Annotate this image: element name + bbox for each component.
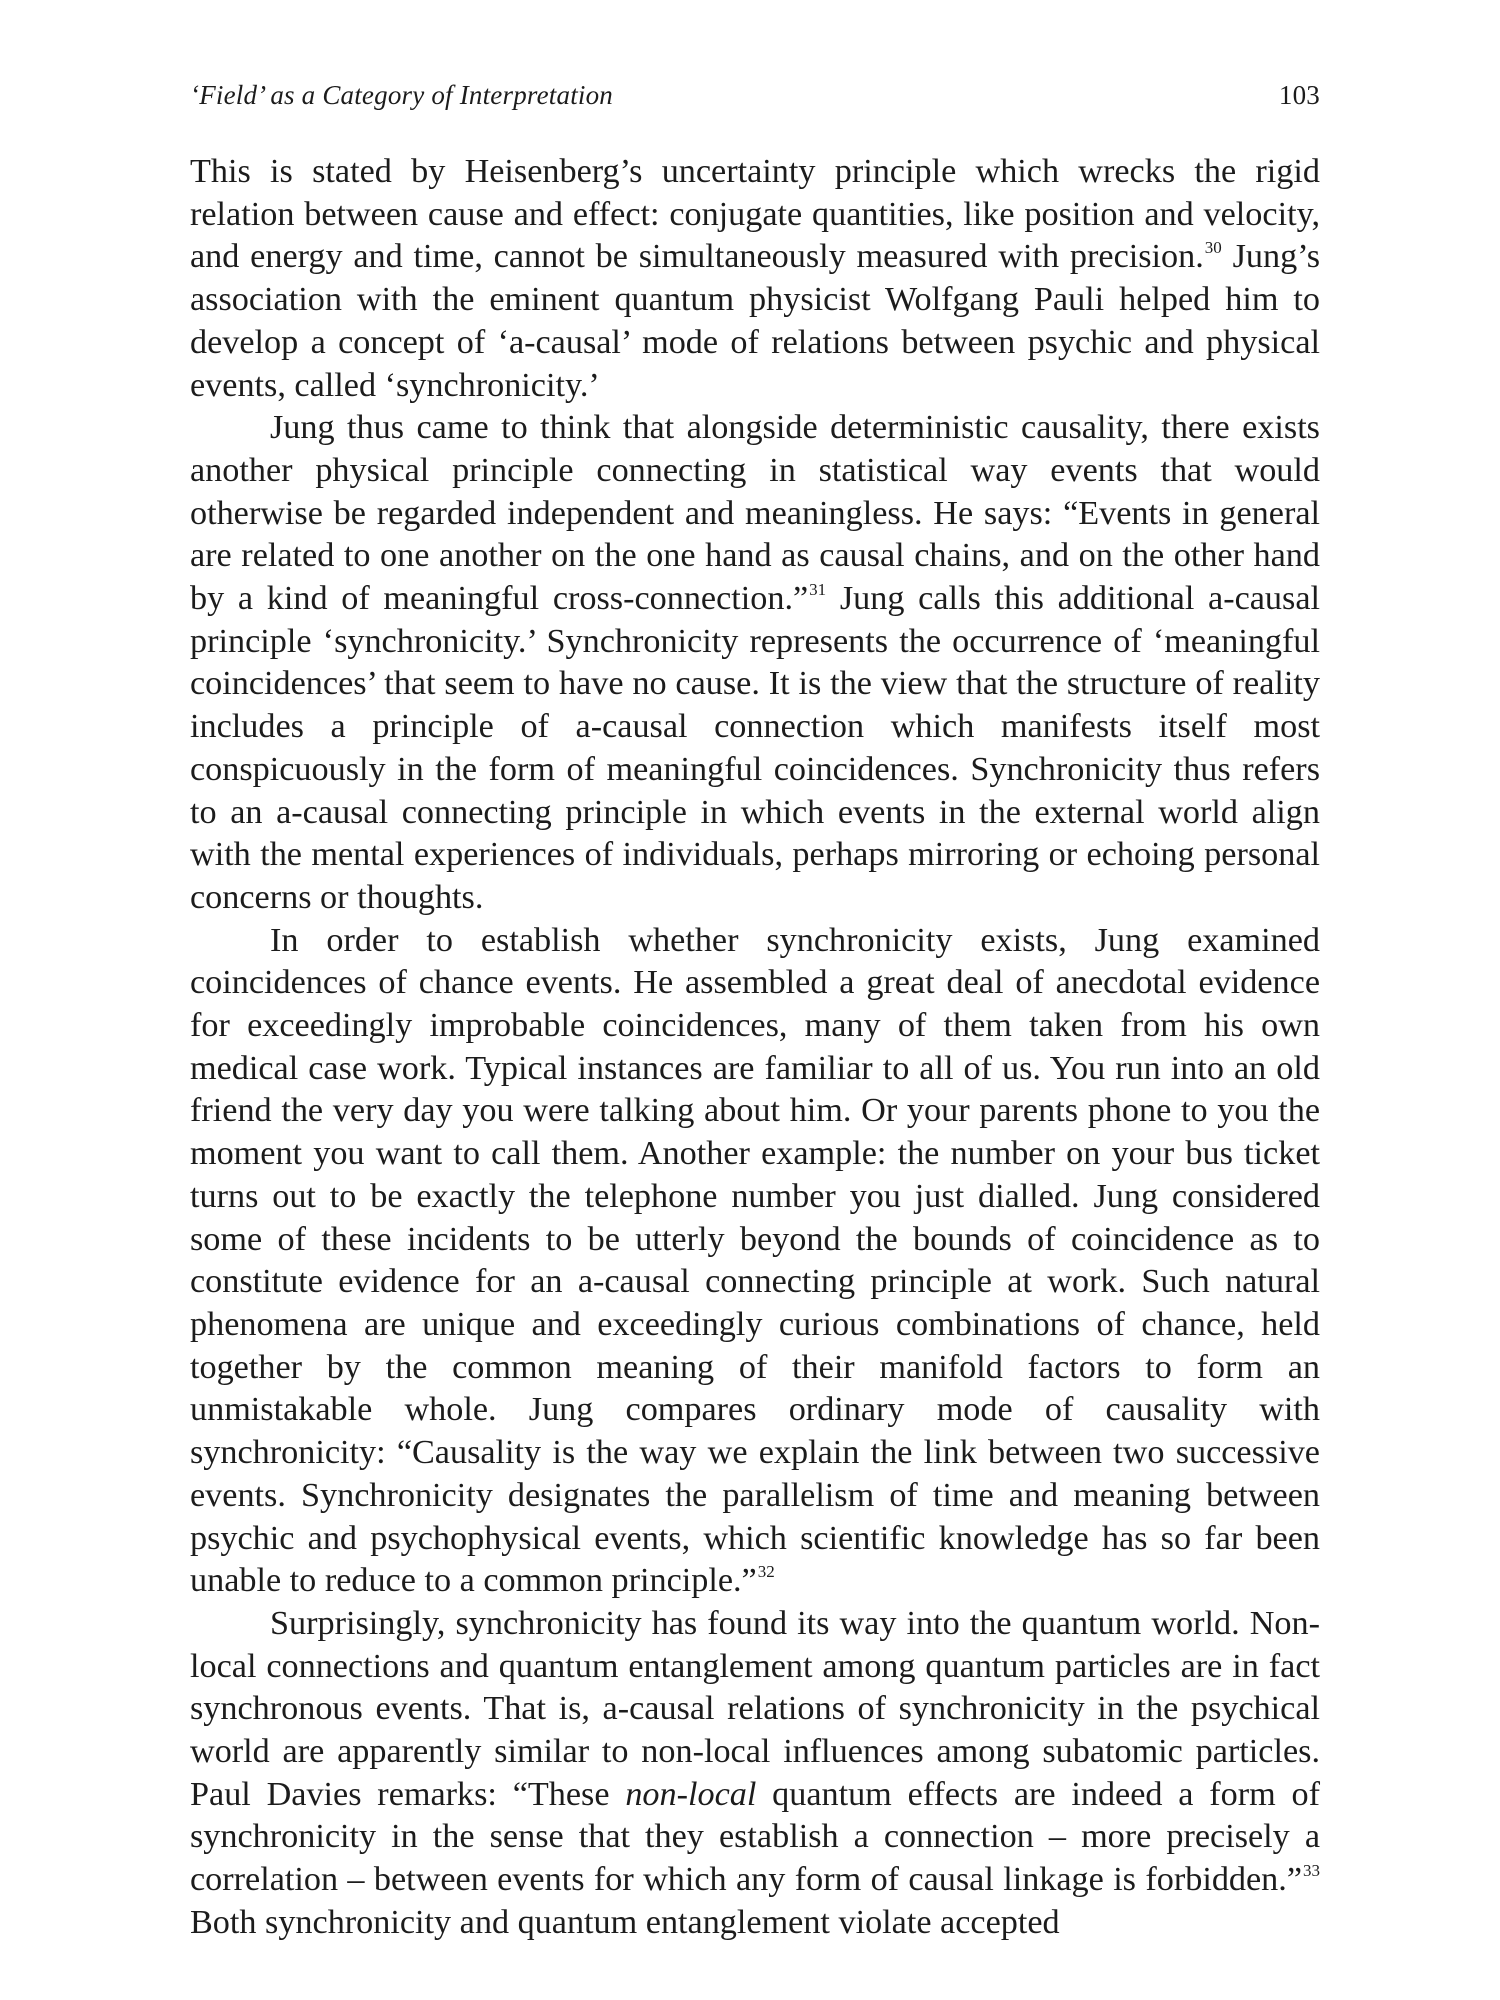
book-page [190,76,1320,1945]
paragraph-text: In order to establish whether synchronicity exists, Jung examined coincidences of chance events. He assembled a great deal of anecdotal evidence for exceedingly improbable coincidences, many of them taken from his own medical case work. Typical instances are familiar to all of us. You run into an old friend the very day you were talking about him. Or your parents phone to you the moment you want to call them. Another example: the number on your bus ticket turns out to be exactly the telephone number you just dialled. Jung considered some of these incidents to be utterly beyond the bounds of coincidence as to constitute evidence for an a-causal connecting principle at work. Such natural phenomena are unique and exceedingly curious combinations of chance, held together by the common meaning of their manifold factors to form an unmistakable whole. Jung compares ordinary mode of causality with synchronicity: “Causality is the way we explain the link between two successive events. Synchronicity designates the parallelism of time and meaning between psychic and psychophysical events, which scientific knowledge has so far been unable to reduce to a common principle.” [190,921,1320,1600]
running-title: ‘Field’ as a Category of Interpretation [190,80,613,110]
footnote-ref-31[interactable]: 31 [809,580,827,600]
footnote-ref-33[interactable]: 33 [1303,1861,1320,1881]
paragraph-text: Jung’s association with the eminent quantum physicist Wolfgang Pauli helped him to develop a concept of ‘a-causal’ mode of relations between psychic and physical events, called ‘synchronicity.’ [190,238,1320,404]
page-number: 103 [1278,80,1320,110]
paragraph-text: Jung calls this additional a-causal principle ‘synchronicity.’ Synchronicity represents the occurrence of ‘meaningful coincidences’ that seem to have no cause. It is the view that the structure of reality includes a principle of a-causal connection which manifests itself most conspicuously in the form of meaningful coincidences. Synchronicity thus refers to an a-causal connecting principle in which events in the external world align with the mental experiences of individuals, perhaps mirroring or echoing personal concerns or thoughts. [190,580,1320,916]
paragraph-2 [190,407,1320,919]
paragraph-text: This is stated by Heisenberg’s uncertainty principle which wrecks the rigid relation between cause and effect: conjugate quantities, like position and velocity, and energy and time, cannot be simultaneously measured with precision. [190,153,1320,276]
running-header [190,76,1320,116]
italic-term: non-local [625,1775,757,1813]
paragraph-1 [190,151,1320,407]
paragraph-text: Surprisingly, synchronicity has found its way into the quantum world. Non-local connections and quantum entanglement among quantum particles are in fact synchronous events. That is, a-causal relations of synchronicity in the psychical world are apparently similar to non-local influences among subatomic particles. Paul Davies remarks: “These [190,1604,1320,1813]
body-text [190,151,1320,1945]
paragraph-text: Jung thus came to think that alongside deterministic causality, there exists another physical principle connecting in statistical way events that would otherwise be regarded independent and meaningless. He says: “Events in general are related to one another on the one hand as causal chains, and on the other hand by a kind of meaningful cross-connection.” [190,409,1320,618]
paragraph-3 [190,920,1320,1603]
footnote-ref-30[interactable]: 30 [1204,238,1222,258]
paragraph-text: quantum effects are indeed a form of synchronicity in the sense that they establish a connection – more precisely a correlation – between events for which any form of causal linkage is forbidden.” [190,1775,1320,1899]
paragraph-text: Both synchronicity and quantum entanglement violate accepted [190,1903,1060,1941]
paragraph-4 [190,1603,1320,1945]
footnote-ref-32[interactable]: 32 [757,1562,775,1582]
